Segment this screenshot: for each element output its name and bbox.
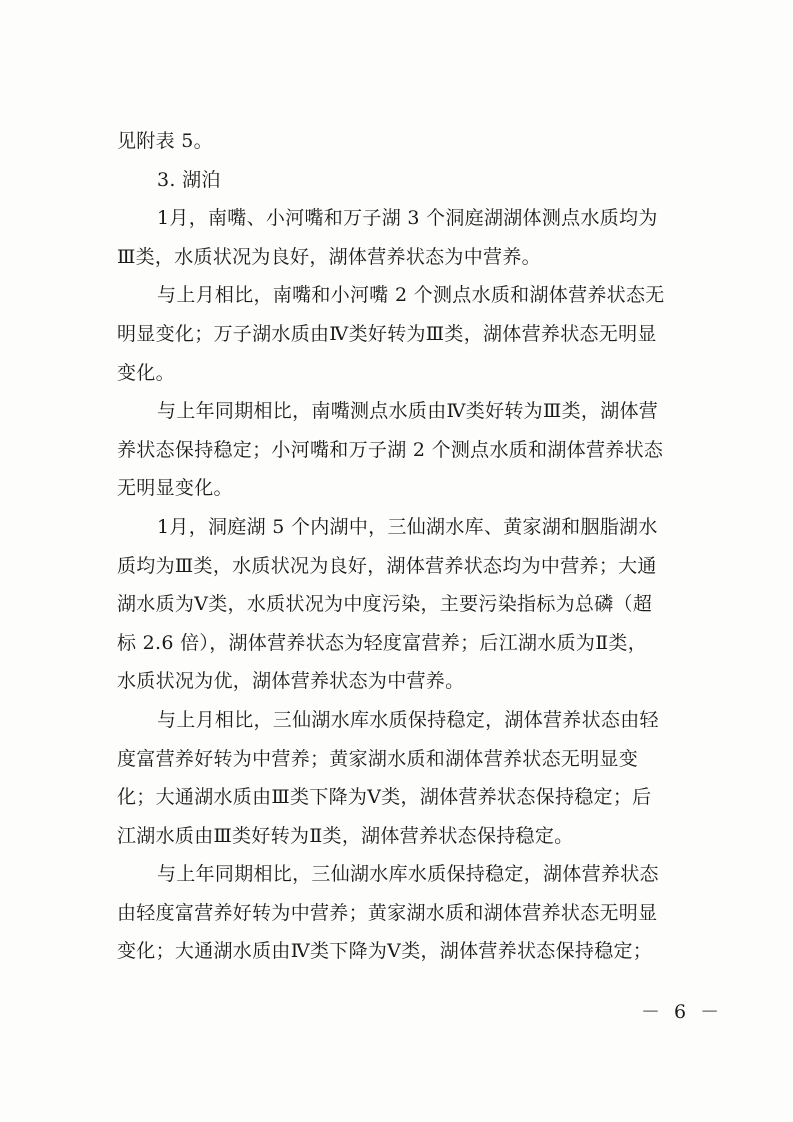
text-line: 标 2.6 倍），湖体营养状态为轻度富营养；后江湖水质为Ⅱ类， [117,631,648,654]
text-line: 1月，洞庭湖 5 个内湖中，三仙湖水库、黄家湖和胭脂湖水 [157,515,658,538]
text-line: 变化。 [117,361,175,384]
text-line: 明显变化；万子湖水质由Ⅳ类好转为Ⅲ类，湖体营养状态无明显 [117,322,657,345]
text-line: 养状态保持稳定；小河嘴和万子湖 2 个测点水质和湖体营养状态 [117,438,664,461]
text-line: 与上月相比，南嘴和小河嘴 2 个测点水质和湖体营养状态无 [157,284,665,307]
text-line: 湖水质为Ⅴ类，水质状况为中度污染，主要污染指标为总磷（超 [117,593,653,616]
text-line: 无明显变化。 [117,477,233,500]
text-line: 1月，南嘴、小河嘴和万子湖 3 个洞庭湖湖体测点水质均为 [157,207,658,230]
text-line: 水质状况为优，湖体营养状态为中营养。 [117,670,465,693]
page-number: － 6 － [641,1001,724,1023]
text-line: 由轻度富营养好转为中营养；黄家湖水质和湖体营养状态无明显 [117,901,658,924]
text-line: 化；大通湖水质由Ⅲ类下降为Ⅴ类，湖体营养状态保持稳定；后 [117,786,652,809]
text-line: 与上年同期相比，南嘴测点水质由Ⅳ类好转为Ⅲ类，湖体营 [157,400,659,423]
text-line: 与上年同期相比，三仙湖水库水质保持稳定，湖体营养状态 [157,863,659,886]
text-line: 见附表 5。 [117,130,213,152]
section-heading: 3. 湖泊 [157,168,221,191]
text-line: Ⅲ类，水质状况为良好，湖体营养状态为中营养。 [117,245,541,268]
text-line: 与上月相比，三仙湖水库水质保持稳定，湖体营养状态由轻 [157,708,659,731]
body-text [117,122,701,971]
text-line: 度富营养好转为中营养；黄家湖水质和湖体营养状态无明显变 [117,747,639,770]
text-line: 变化；大通湖水质由Ⅳ类下降为Ⅴ类，湖体营养状态保持稳定； [117,940,653,963]
text-line: 江湖水质由Ⅲ类好转为Ⅱ类，湖体营养状态保持稳定。 [117,824,574,847]
text-line: 质均为Ⅲ类，水质状况为良好，湖体营养状态均为中营养；大通 [117,554,657,577]
